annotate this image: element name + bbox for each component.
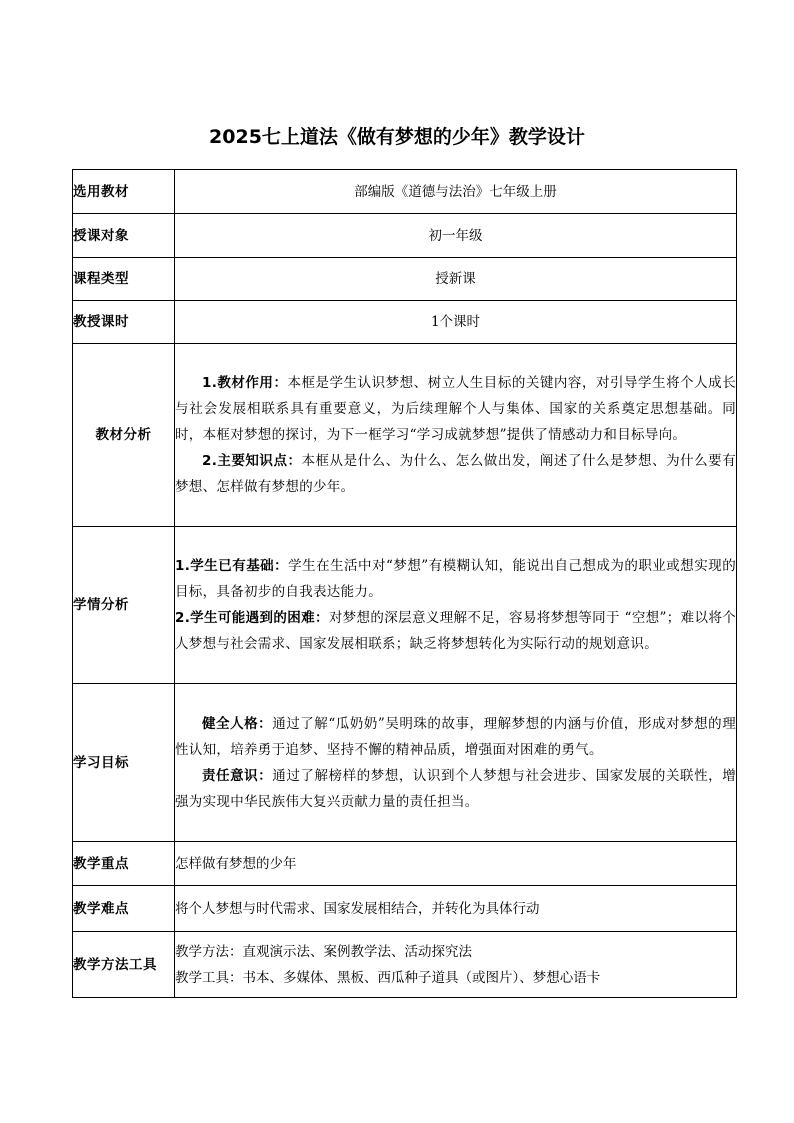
learners-key-1: 1.学生已有基础： [175, 558, 289, 574]
analysis-key-1: 1.教材作用： [202, 375, 288, 391]
methods-line-2: 教学工具：书本、多媒体、黑板、西瓜种子道具（或图片）、梦想心语卡 [175, 969, 601, 986]
label-analysis: 教材分析 [73, 344, 175, 527]
value-learners [175, 527, 737, 684]
goals-text-1: 通过了解“瓜奶奶”吴明珠的故事，理解梦想的内涵与价值，形成对梦想的理性认知，培养勇于追梦、坚持不懈的精神品质，增强面对困难的勇气。 [175, 715, 736, 758]
row-goals [73, 684, 737, 842]
document-title: 2025七上道法《做有梦想的少年》教学设计 [209, 126, 585, 148]
value-course-type: 授新课 [175, 258, 737, 301]
learners-key-2: 2.学生可能遇到的困难： [175, 610, 329, 626]
row-analysis [73, 344, 737, 527]
analysis-text-2: 本框从是什么、为什么、怎么做出发，阐述了什么是梦想、为什么要有梦想、怎样做有梦想的少年。 [175, 453, 737, 495]
row-methods [73, 932, 737, 998]
row-hours [73, 301, 737, 344]
learners-text-1: 学生在生活中对“梦想”有模糊认知，能说出自己想成为的职业或想实现的目标，具备初步的自我表达能力。 [175, 558, 736, 600]
row-audience [73, 214, 737, 258]
analysis-paragraph-2 [175, 448, 736, 500]
label-learners: 学情分析 [73, 527, 175, 684]
label-course-type: 课程类型 [73, 258, 175, 301]
analysis-paragraph-1 [175, 370, 736, 448]
goals-paragraph-1 [175, 711, 736, 763]
goals-key-2: 责任意识： [202, 767, 273, 784]
learners-paragraph-1 [175, 553, 736, 605]
goals-text-2: 通过了解榜样的梦想，认识到个人梦想与社会进步、国家发展的关联性，增强为实现中华民族伟大复兴贡献力量的责任担当。 [175, 767, 736, 810]
value-analysis [175, 344, 737, 527]
label-audience: 授课对象 [73, 214, 175, 258]
goals-paragraph-2 [175, 763, 736, 815]
learners-paragraph-2 [175, 605, 736, 657]
value-difficulty: 将个人梦想与时代需求、国家发展相结合，并转化为具体行动 [175, 886, 737, 932]
value-hours: 1个课时 [175, 301, 737, 344]
value-goals [175, 684, 737, 842]
label-difficulty: 教学难点 [73, 886, 175, 932]
label-goals: 学习目标 [73, 684, 175, 842]
row-difficulty [73, 886, 737, 932]
row-learners [73, 527, 737, 684]
value-methods [175, 932, 737, 998]
label-methods: 教学方法工具 [73, 932, 175, 998]
learners-text-2: 对梦想的深层意义理解不足，容易将梦想等同于 “空想”；难以将个人梦想与社会需求、国家发展相联系；缺乏将梦想转化为实际行动的规划意识。 [175, 610, 736, 652]
label-hours: 教授课时 [73, 301, 175, 344]
value-key-point: 怎样做有梦想的少年 [175, 842, 737, 886]
label-textbook: 选用教材 [73, 170, 175, 214]
label-key-point: 教学重点 [73, 842, 175, 886]
value-audience: 初一年级 [175, 214, 737, 258]
value-textbook: 部编版《道德与法治》七年级上册 [175, 170, 737, 214]
goals-key-1: 健全人格： [202, 715, 273, 732]
row-textbook [73, 170, 737, 214]
methods-line-1: 教学方法：直观演示法、案例教学法、活动探究法 [175, 943, 472, 960]
analysis-text-1: 本框是学生认识梦想、树立人生目标的关键内容，对引导学生将个人成长与社会发展相联系具有重要意义，为后续理解个人与集体、国家的关系奠定思想基础。同时，本框对梦想的探讨，为下一框学习“学习成就梦想”提供了情感动力和目标导向。 [175, 375, 736, 443]
analysis-key-2: 2.主要知识点： [202, 453, 302, 469]
row-key-point [73, 842, 737, 886]
row-course-type [73, 258, 737, 301]
lesson-plan-table [72, 169, 737, 998]
